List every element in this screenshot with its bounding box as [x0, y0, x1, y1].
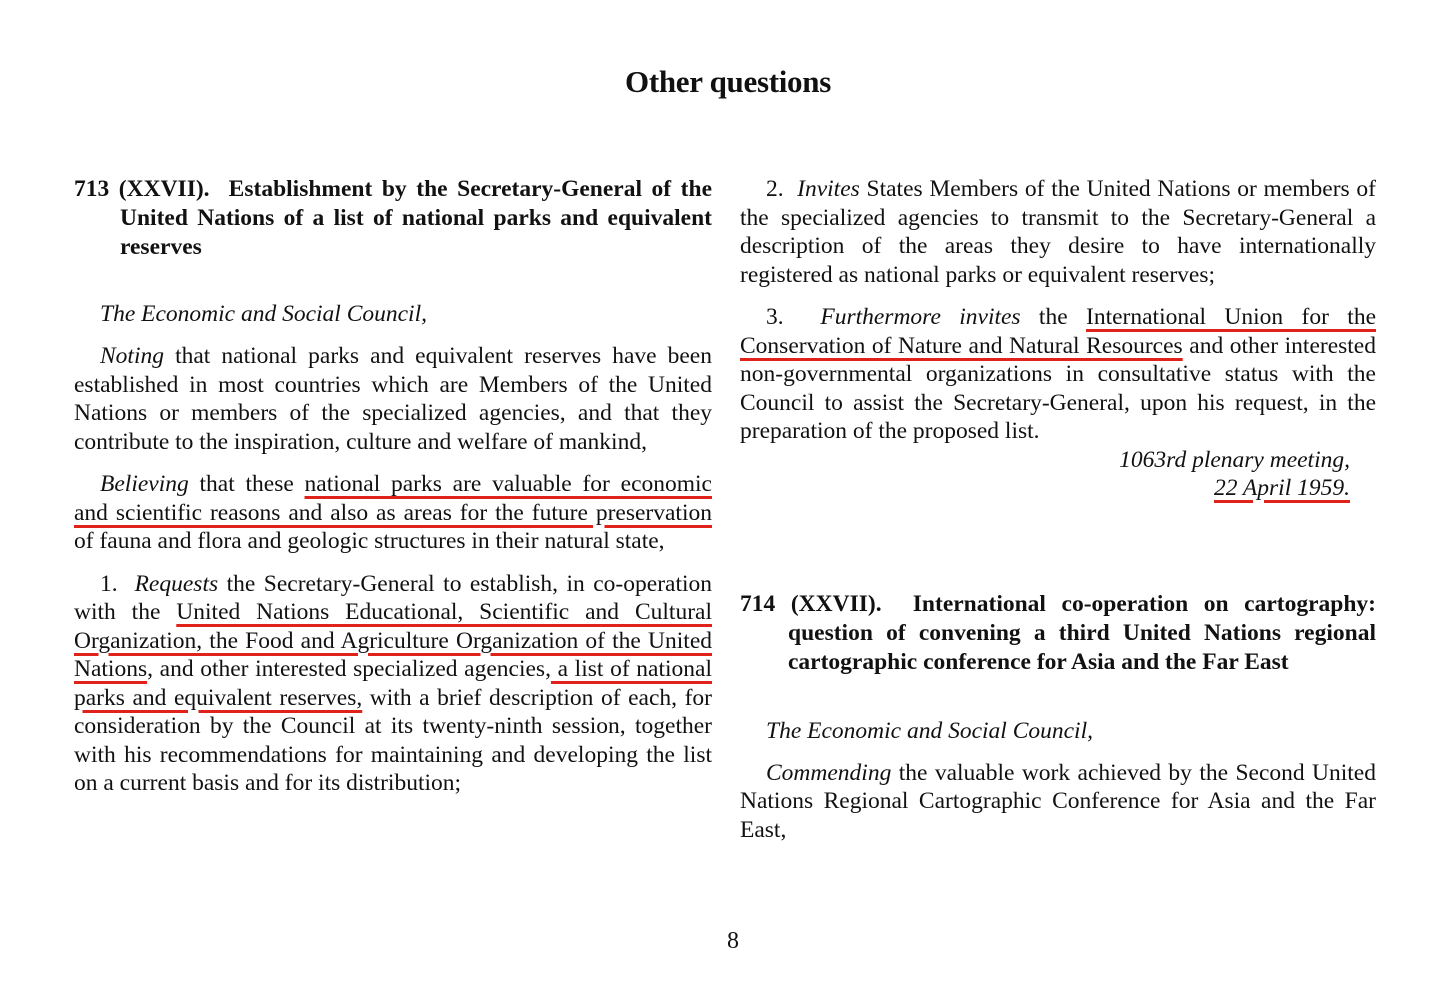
right-column — [740, 175, 1376, 844]
para1-post: with a brief description of each, for consideration by the Council at its twenty-ninth session, together with his recommendations for maintaining and developing the list on a current basis and for its distribution; — [74, 684, 712, 796]
believing-pre: that these — [188, 471, 305, 497]
resolution-title: International co-operation on cartography: question of convening a third United Nations regional cartographic conference for Asia and the Far East — [788, 590, 1377, 675]
believing-lead: Believing — [100, 471, 189, 497]
page-number: 8 — [727, 928, 739, 954]
para3-post: and other interested non-governmental organizations in consultative status with the Council to assist the Secretary-General, upon his request, in the preparation of the proposed list. — [740, 332, 1376, 444]
commending-text: the valuable work achieved by the Second United Nations Regional Cartographic Conference for Asia and the Far East, — [740, 759, 1376, 843]
para1-mid: , and other interested specialized agencies, — [147, 656, 551, 682]
noting-text: that national parks and equivalent reserves have been established in most countries which are Members of the United Nations or members of the specialized agencies, and that they contribute to the inspiration, culture and welfare of mankind, — [74, 343, 712, 455]
para1-underlined-organizations: United Nations Educational, Scientific and Cultural Organization, the Food and Agriculture Organization of the United Nations — [74, 599, 712, 682]
resolution-title: Establishment by the Secretary-General of the United Nations of a list of national parks and equivalent reserves — [120, 176, 713, 260]
noting-lead: Noting — [100, 343, 164, 369]
believing-post: of fauna and flora and geologic structures in their natural state, — [74, 528, 665, 554]
commending-paragraph — [740, 759, 1376, 845]
resolution-number: 713 (XXVII). — [74, 176, 210, 202]
para1-underlined-list: a list of national parks and equivalent reserves, — [74, 656, 712, 711]
para1-pre: the Secretary-General to establish, in co-operation with the — [74, 570, 713, 625]
meeting-name: 1063rd plenary meeting, — [1119, 446, 1350, 473]
believing-underlined: national parks are valuable for economic and scientific reasons and also as areas for the future preservation — [74, 471, 712, 526]
requests-lead: Requests — [134, 570, 219, 597]
noting-paragraph — [74, 342, 712, 456]
resolution-714-heading — [740, 590, 1376, 677]
page-title: Other questions — [625, 64, 831, 99]
para3-underlined-iucn: International Union for the Conservation of Nature and Natural Resources — [740, 304, 1377, 359]
resolution-713-heading — [74, 175, 712, 262]
council-preamble: The Economic and Social Council, — [766, 717, 1093, 744]
commending-lead: Commending — [766, 759, 892, 786]
paragraph-number: 2. — [766, 176, 784, 202]
operative-paragraph-1 — [74, 570, 712, 798]
believing-paragraph — [74, 470, 712, 556]
meeting-reference — [740, 446, 1376, 502]
para2-text: States Members of the United Nations or members of the specialized agencies to transmit to the Secretary-General a description of the areas they desire to have internationally registered as national parks or equivalent reserves; — [740, 176, 1377, 288]
invites-lead: Invites — [797, 176, 860, 202]
meeting-date: 22 April 1959. — [1213, 474, 1350, 501]
operative-paragraph-3 — [740, 303, 1376, 446]
paragraph-number: 1. — [100, 570, 118, 597]
council-preamble: The Economic and Social Council, — [100, 301, 427, 327]
paragraph-number: 3. — [766, 304, 784, 330]
furthermore-invites-lead: Furthermore invites — [820, 304, 1021, 330]
operative-paragraph-2 — [740, 175, 1376, 289]
left-column — [74, 175, 712, 798]
para3-pre: the — [1020, 304, 1087, 330]
resolution-number: 714 (XXVII). — [740, 590, 882, 617]
